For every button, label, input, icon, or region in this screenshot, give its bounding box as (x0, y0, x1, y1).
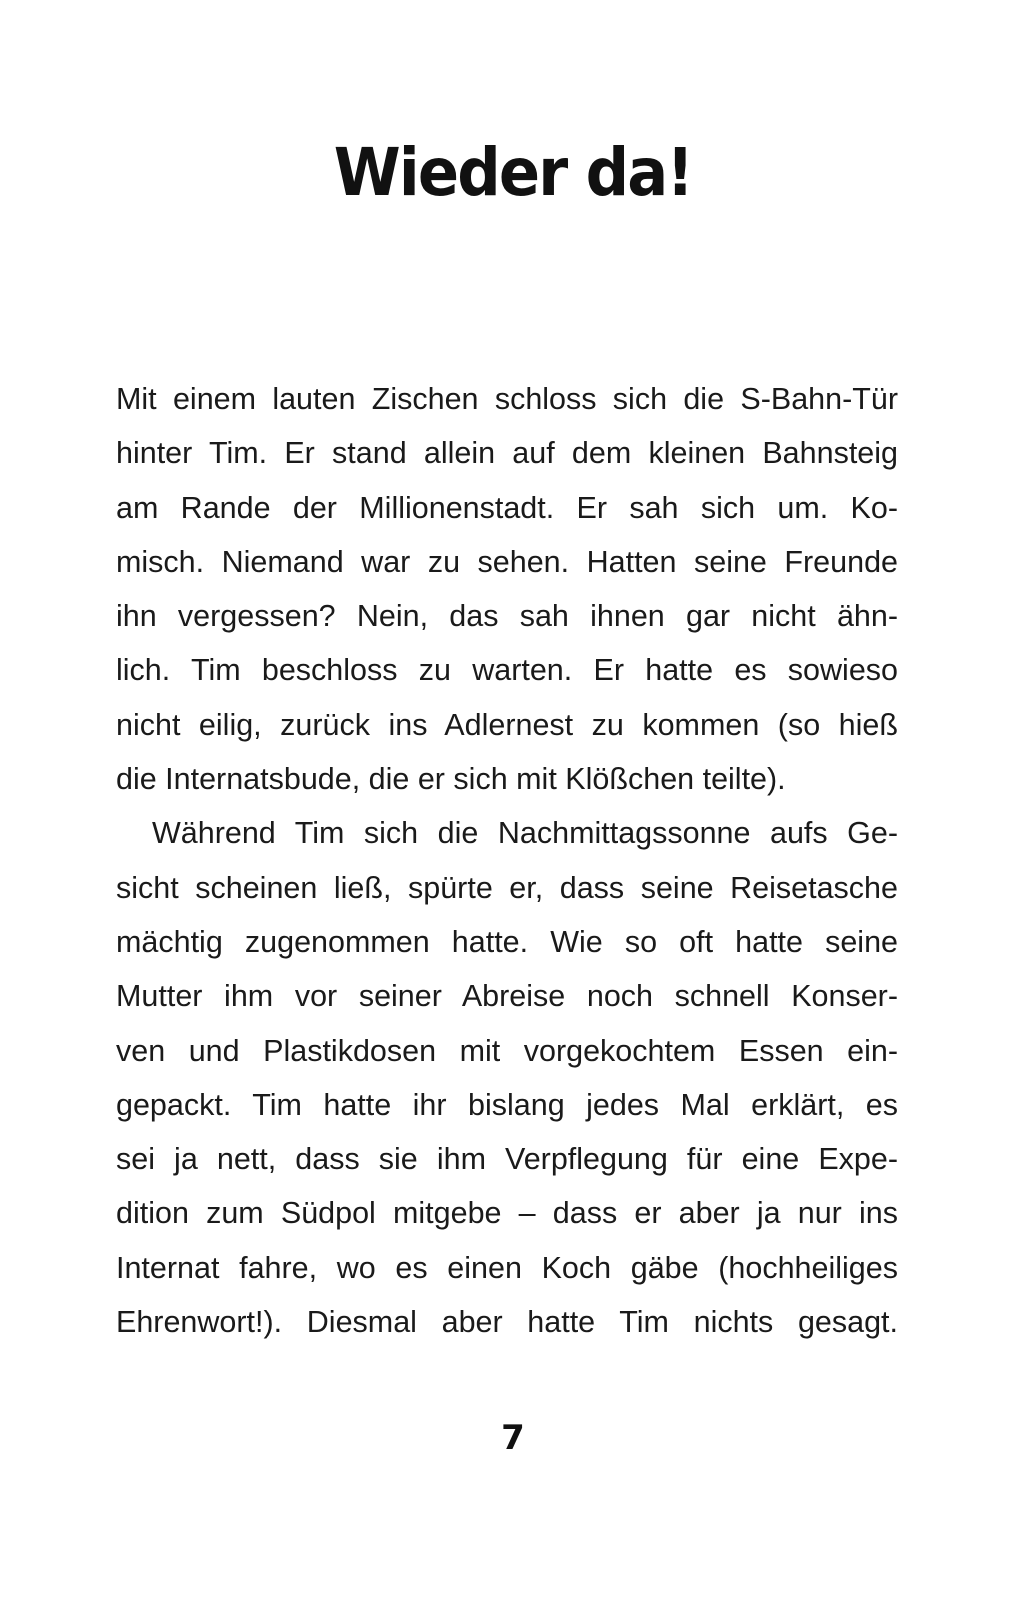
text-line: Internat fahre, wo es einen Koch gäbe (hochheiliges (116, 1250, 898, 1285)
text-line: misch. Niemand war zu sehen. Hatten seine Freunde (116, 544, 898, 579)
page-number: 7 (501, 1418, 525, 1458)
paragraph-2 (116, 806, 898, 1349)
text-line: hinter Tim. Er stand allein auf dem kleinen Bahnsteig (116, 436, 898, 471)
text-line: Mutter ihm vor seiner Abreise noch schnell Konser- (116, 979, 898, 1014)
text-line: Während Tim sich die Nachmittagssonne aufs Ge- (152, 816, 898, 851)
text-line: ven und Plastikdosen mit vorgekochtem Essen ein- (116, 1033, 898, 1068)
text-line: gepackt. Tim hatte ihr bislang jedes Mal erklärt, es (116, 1087, 898, 1122)
text-line: nicht eilig, zurück ins Adlernest zu kommen (so hieß (116, 707, 898, 742)
text-line: am Rande der Millionenstadt. Er sah sich um. Ko- (116, 490, 898, 525)
text-line: Ehrenwort!). Diesmal aber hatte Tim nichts gesagt. (116, 1305, 898, 1340)
body-text (116, 372, 898, 1349)
text-line: die Internatsbude, die er sich mit Klößchen teilte). (116, 762, 786, 797)
chapter-title: Wieder da! (333, 134, 693, 211)
text-line: lich. Tim beschloss zu warten. Er hatte es sowieso (116, 653, 898, 688)
text-line: ihn vergessen? Nein, das sah ihnen gar nicht ähn- (116, 599, 898, 634)
text-line: sei ja nett, dass sie ihm Verpflegung für eine Expe- (116, 1142, 898, 1177)
text-line: sicht scheinen ließ, spürte er, dass seine Reisetasche (116, 870, 898, 905)
text-line: mächtig zugenommen hatte. Wie so oft hatte seine (116, 924, 898, 959)
paragraph-1 (116, 372, 898, 806)
text-line: Mit einem lauten Zischen schloss sich die S-Bahn-Tür (116, 382, 898, 416)
text-line: dition zum Südpol mitgebe – dass er aber ja nur ins (116, 1196, 898, 1231)
